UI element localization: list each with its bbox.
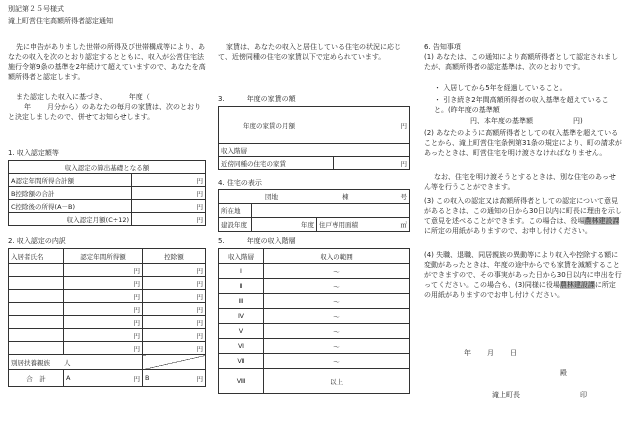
row-label: 収入認定月額(C÷12) — [9, 213, 132, 226]
go-label: 号 — [400, 193, 407, 201]
unit-yen: 円 — [133, 374, 140, 383]
area-label: 住戸専用面積 — [319, 221, 358, 229]
range-cell: ～ — [264, 324, 410, 339]
rent-table — [218, 106, 410, 170]
unit-yen: 円 — [143, 303, 206, 316]
rent-month-label: 年 — [24, 103, 31, 111]
range-cell: ～ — [264, 294, 410, 309]
table-row — [9, 187, 206, 200]
department-highlight: 農林建設課 — [584, 217, 620, 225]
notice-3-text: (3) この収入の認定又は高額所得者としての認定について意見があるときは、この通知の日から30日以内に町長に理由を示して意見を述べることができます。この場合は、役場 — [424, 197, 622, 225]
form-number: 別記第２５号様式 — [8, 5, 64, 13]
rent-month-label: 年度の家賃の月額 — [243, 121, 295, 130]
unit-yen: 円 — [143, 290, 206, 303]
issue-date — [464, 348, 517, 358]
notice-3-text-end: に所定の用紙がありますので、お申し付けください。 — [424, 227, 592, 235]
total-row — [9, 370, 206, 387]
date-month: 月 — [487, 349, 494, 357]
section-5-title — [218, 236, 296, 246]
date-year: 年 — [464, 349, 471, 357]
unit-yen: 円 — [143, 264, 206, 277]
rent-paragraph — [8, 92, 206, 122]
table-row — [219, 369, 410, 394]
table-row — [219, 324, 410, 339]
section-3-number: 3. — [218, 95, 225, 103]
header-name: 入居者氏名 — [9, 249, 64, 264]
total-b-label: B — [145, 373, 150, 382]
unit-yen: 円 — [196, 374, 203, 383]
section-3-title — [218, 94, 296, 104]
rank-cell: Ⅶ — [219, 354, 264, 369]
table-row — [9, 213, 206, 226]
notice-1-bullet-2: ・ 引き続き2年間高額所得者の収入基準を超えていること。(昨年度の基準額 — [434, 96, 609, 114]
unit-yen: 円 — [334, 157, 410, 170]
mayor-label: 滝上町長 — [492, 391, 520, 399]
intro-paragraph: 先に申告がありました世帯の所得及び世帯構成等により、あなたの収入を次のとおり認定するとともに、収入が公営住宅法施行令第9条の基準を2年続けて超えていますので、あなたを高額所得者と認定します。 — [8, 43, 206, 81]
income-rank-table — [218, 248, 410, 394]
mune-label: 棟 — [342, 193, 349, 201]
rent-year-label: 年度（ — [128, 93, 150, 101]
dependents-cell — [9, 355, 143, 370]
unit-yen: 円 — [64, 290, 143, 303]
table-row — [9, 290, 206, 303]
header-range: 収入の範囲 — [264, 249, 410, 264]
notice-1: (1) あなたは、この通知により高額所得者として認定されましたが、高額所得者の認定基準は、次のとおりです。 — [424, 53, 619, 71]
dependents-unit: 人 — [64, 358, 71, 367]
unit-yen: 円 — [143, 316, 206, 329]
income-breakdown-table — [8, 248, 206, 387]
rank-label: 収入階層 — [219, 144, 410, 157]
rank-cell: Ⅴ — [219, 324, 264, 339]
income-basis-table — [8, 160, 206, 226]
location-label: 所在地 — [219, 204, 252, 218]
table-row — [219, 279, 410, 294]
total-a-label: A — [66, 373, 71, 382]
table-row — [9, 316, 206, 329]
seal-label: 印 — [580, 391, 587, 399]
row-label: C控除後の所得(A－B) — [9, 200, 132, 213]
table-row — [9, 329, 206, 342]
unit-yen: 円 — [143, 277, 206, 290]
section-2-title: 2. 収入認定の内訳 — [8, 237, 66, 245]
range-cell: ～ — [264, 279, 410, 294]
table-row — [9, 264, 206, 277]
section-1-title: 1. 収入認定額等 — [8, 149, 59, 157]
base-amount-end: 円) — [573, 117, 583, 125]
rent-from: 月分から）のあなたの毎月の家賃は、次のとおりと決定しましたので、併せてお知らせします。 — [8, 103, 201, 121]
housing-table — [218, 189, 410, 232]
area-cell — [317, 218, 410, 232]
department-highlight: 農林建設課 — [559, 281, 595, 289]
section-4-title: 4. 住宅の表示 — [218, 179, 262, 187]
notice-4-text: (4) 失職、退職、同居親族の異動等により収入や控除する額に変動があったときは、年度の途中からでも家賃を減額することができますので、その事実があった日から30日以内に申出を行ってください。この場合も、(3)同様に役場 — [424, 251, 622, 289]
dependents-row — [9, 355, 206, 370]
document-title: 滝上町営住宅高額所得者認定通知 — [8, 17, 113, 25]
rank-cell: Ⅳ — [219, 309, 264, 324]
nearby-rent-label: 近傍同種の住宅の家賃 — [219, 157, 334, 170]
range-cell: ～ — [264, 309, 410, 324]
table-row — [9, 174, 206, 187]
notice-title: 6. 告知事項 — [424, 43, 461, 51]
range-cell-above: 以上 — [264, 369, 410, 394]
table-row — [219, 294, 410, 309]
range-cell: ～ — [264, 354, 410, 369]
table-row — [219, 354, 410, 369]
rank-cell: Ⅲ — [219, 294, 264, 309]
header-income: 認定年間所得額 — [64, 249, 143, 264]
notice-2: (2) あなたのように高額所得者としての収入基準を超えていることから、滝上町営住宅条例第31条の規定により、町の請求があったときは、町営住宅を明け渡さなければなりません。 — [424, 129, 622, 157]
notice-2-note: なお、住宅を明け渡そうとするときは、別な住宅のあっせん等を行うことができます。 — [424, 173, 616, 191]
range-cell: ～ — [264, 339, 410, 354]
danchi-row — [219, 190, 410, 204]
section-3-suffix: 年度の家賃の額 — [246, 95, 296, 103]
section-5-number: 5. — [218, 237, 225, 245]
rent-explanation: 家賃は、あなたの収入と居住している住宅の状況に応じて、近傍同種の住宅の家賃以下で定められています。 — [218, 43, 401, 61]
rank-cell: Ⅵ — [219, 339, 264, 354]
total-b — [143, 370, 206, 387]
sqm-unit: ㎡ — [400, 221, 407, 229]
income-basis-header: 収入認定の算出基礎となる額 — [9, 161, 206, 174]
unit-yen: 円 — [143, 329, 206, 342]
unit-yen: 円 — [64, 264, 143, 277]
rank-cell: Ⅷ — [219, 369, 264, 394]
table-row — [9, 200, 206, 213]
build-year-label: 建設年度 — [219, 218, 252, 232]
total-label: 合 計 — [9, 370, 64, 387]
table-row — [9, 277, 206, 290]
row-label: A認定年間所得合計額 — [9, 174, 132, 187]
unit-yen: 円 — [400, 121, 407, 130]
addressee: 殿 — [560, 369, 567, 377]
base-amount-label: 円、本年度の基準額 — [470, 117, 533, 125]
notice-1-bullet-1: ・ 入居してから5年を経過していること。 — [434, 84, 567, 92]
unit-yen: 円 — [64, 316, 143, 329]
rent-pre: また認定した収入に基づき、 — [16, 93, 107, 101]
unit-yen: 円 — [64, 342, 143, 355]
row-label: B控除額の合計 — [9, 187, 132, 200]
range-cell: ～ — [264, 264, 410, 279]
unit-yen: 円 — [64, 303, 143, 316]
rank-cell: Ⅰ — [219, 264, 264, 279]
total-a — [64, 370, 143, 387]
rank-cell: Ⅱ — [219, 279, 264, 294]
row-unit: 円 — [132, 187, 206, 200]
notice-1-bullet-3 — [470, 116, 583, 126]
header-deduction: 控除額 — [143, 249, 206, 264]
table-row — [219, 309, 410, 324]
rent-row — [219, 107, 410, 144]
mayor-signature — [492, 390, 587, 400]
unit-yen: 円 — [64, 277, 143, 290]
dependents-label: 別居扶養親族 — [11, 358, 50, 367]
nendo-label: 年度 — [252, 218, 317, 232]
table-row — [9, 342, 206, 355]
diagonal-cell — [143, 355, 206, 370]
row-unit: 円 — [132, 200, 206, 213]
section-5-suffix: 年度の収入階層 — [246, 237, 296, 245]
table-row — [9, 303, 206, 316]
table-row — [219, 339, 410, 354]
row-unit: 円 — [132, 213, 206, 226]
row-unit: 円 — [132, 174, 206, 187]
header-rank: 収入階層 — [219, 249, 264, 264]
notice-3 — [424, 196, 622, 236]
notice-4 — [424, 250, 622, 300]
unit-yen: 円 — [64, 329, 143, 342]
table-row — [219, 264, 410, 279]
date-day: 日 — [510, 349, 517, 357]
notice-4-text-end: に所定の用紙がありますのでお申し付けください。 — [424, 281, 616, 299]
danchi-label: 団地 — [265, 193, 278, 201]
unit-yen: 円 — [143, 342, 206, 355]
